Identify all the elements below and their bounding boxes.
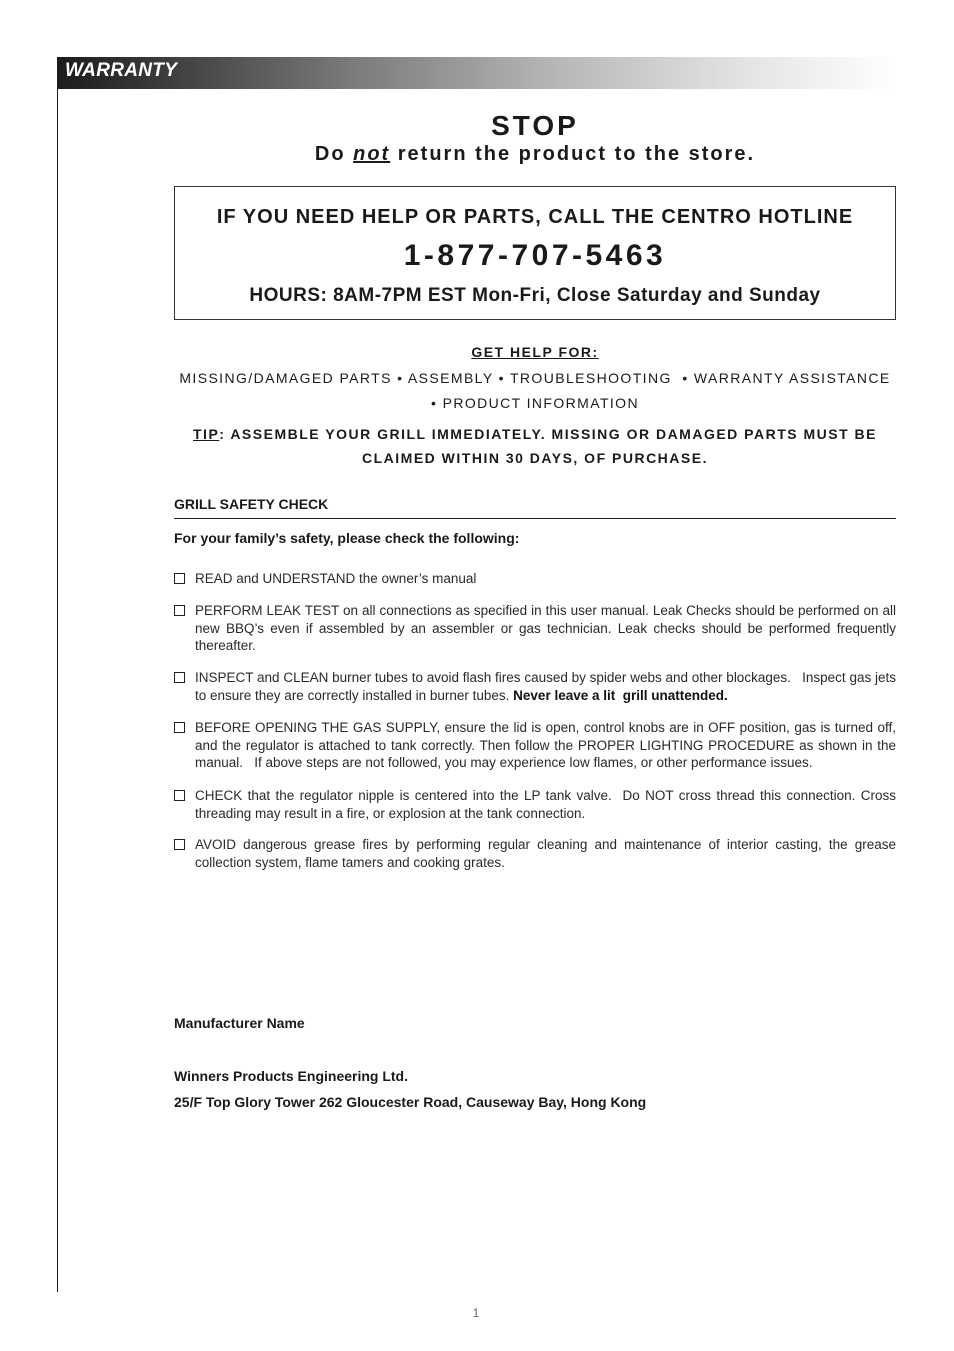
- section-divider: [174, 518, 896, 519]
- help-topics-line-2: • PRODUCT INFORMATION: [430, 395, 639, 411]
- subtitle-post: return the product to the store.: [390, 143, 756, 165]
- section-header-title: WARRANTY: [65, 60, 178, 81]
- help-topics: [174, 366, 896, 416]
- checklist-item: [174, 570, 896, 588]
- hotline-phone-number: 1-877-707-5463: [403, 239, 667, 272]
- tip-paragraph: [174, 422, 896, 470]
- subtitle-pre: Do: [314, 143, 354, 165]
- manufacturer-address: 25/F Top Glory Tower 262 Gloucester Road, Causeway Bay, Hong Kong: [174, 1094, 647, 1110]
- checklist-item-text: PERFORM LEAK TEST on all connections as specified in this user manual. Leak Checks should be performed on all new BBQ’s even if assembled by an assembler or gas technician. Leak checks should be performed frequently thereafter.: [195, 603, 896, 653]
- manufacturer-label: Manufacturer Name: [174, 1015, 305, 1031]
- help-topics-line-1: MISSING/DAMAGED PARTS • ASSEMBLY • TROUBLESHOOTING • WARRANTY ASSISTANCE: [179, 370, 891, 386]
- tip-colon: :: [219, 426, 226, 442]
- stop-title: STOP: [491, 110, 579, 141]
- tip-label: TIP: [193, 426, 220, 442]
- subtitle-emphasis: not: [353, 143, 391, 165]
- checkbox-icon[interactable]: [174, 573, 185, 584]
- checklist-item-text: INSPECT and CLEAN burner tubes to avoid flash fires caused by spider webs and other blockages. Inspect gas jets to ensure they are correctly installed in burner tubes.: [195, 670, 900, 703]
- checklist-item: [174, 836, 896, 871]
- checklist-item-text: CHECK that the regulator nipple is centered into the LP tank valve. Do NOT cross thread this connection. Cross threading may result in a fire, or explosion at the tank connection.: [195, 788, 900, 821]
- hotline-box: [174, 186, 896, 320]
- page-number: 1: [472, 1306, 480, 1320]
- checklist-item-text: AVOID dangerous grease fires by performing regular cleaning and maintenance of interior casting, the grease collection system, flame tamers and cooking grates.: [195, 837, 896, 870]
- checklist-item-warning: Never leave a lit grill unattended.: [513, 687, 728, 703]
- checkbox-icon[interactable]: [174, 605, 185, 616]
- checkbox-icon[interactable]: [174, 839, 185, 850]
- checklist-item-text: BEFORE OPENING THE GAS SUPPLY, ensure the lid is open, control knobs are in OFF position, gas is turned off, and the regulator is attached to tank correctly. Then follow the PROPER LIGHTING PROCEDURE as shown in the manual. If above steps are not followed, you may experience low flames, or other performance issues.: [195, 720, 900, 770]
- help-heading: GET HELP FOR:: [471, 344, 599, 360]
- manufacturer-name: Winners Products Engineering Ltd.: [174, 1068, 409, 1084]
- tip-text: ASSEMBLE YOUR GRILL IMMEDIATELY. MISSING OR DAMAGED PARTS MUST BE CLAIMED WITHIN 30 DAYS, OF PURCHASE.: [225, 426, 877, 466]
- checklist-item: [174, 602, 896, 655]
- grill-safety-title: GRILL SAFETY CHECK: [174, 496, 329, 512]
- safety-intro: For your family’s safety, please check the following:: [174, 530, 520, 546]
- checklist-item: [174, 669, 900, 704]
- checkbox-icon[interactable]: [174, 790, 185, 801]
- checklist-item-text: READ and UNDERSTAND the owner’s manual: [195, 571, 477, 586]
- hotline-call-text: IF YOU NEED HELP OR PARTS, CALL THE CENTRO HOTLINE: [216, 206, 854, 228]
- stop-subtitle: [174, 143, 896, 166]
- left-margin-rule: [57, 57, 58, 1292]
- checklist-item: [174, 719, 900, 772]
- checkbox-icon[interactable]: [174, 722, 185, 733]
- hotline-hours: HOURS: 8AM-7PM EST Mon-Fri, Close Saturday and Sunday: [249, 285, 821, 306]
- section-header-bar: [57, 57, 897, 89]
- checklist-item: [174, 787, 900, 822]
- checkbox-icon[interactable]: [174, 672, 185, 683]
